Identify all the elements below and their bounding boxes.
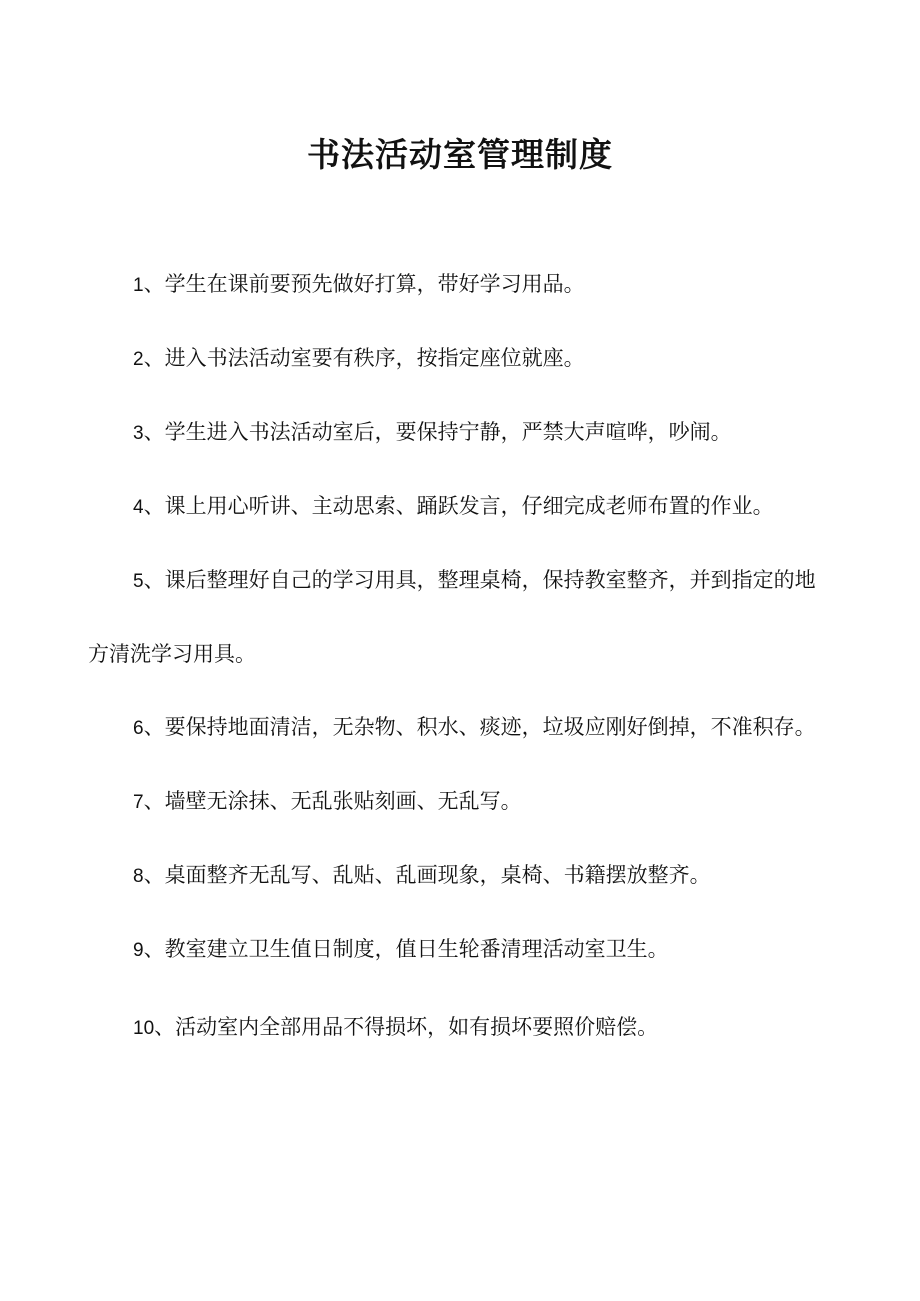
rule-number: 5 xyxy=(133,571,144,592)
rule-number: 6 xyxy=(133,718,144,739)
rule-text: 要保持地面清洁，无杂物、积水、痰迹，垃圾应刚好倒掉，不准积存。 xyxy=(164,715,816,739)
rule-item-5 xyxy=(88,544,834,691)
rule-separator: 、 xyxy=(143,937,165,961)
rule-separator: 、 xyxy=(143,420,165,444)
rule-separator: 、 xyxy=(143,494,165,518)
rule-text: 桌面整齐无乱写、乱贴、乱画现象，桌椅、书籍摆放整齐。 xyxy=(164,863,711,887)
rule-separator: 、 xyxy=(154,1015,176,1039)
rule-number: 7 xyxy=(133,792,144,813)
rule-item-6 xyxy=(88,691,834,765)
rule-item-3 xyxy=(88,396,834,470)
rule-number: 8 xyxy=(133,866,144,887)
rule-text: 学生在课前要预先做好打算，带好学习用品。 xyxy=(164,272,585,296)
rule-item-8 xyxy=(88,839,834,913)
rules-list xyxy=(88,248,834,1065)
rule-text: 墙壁无涂抹、无乱张贴刻画、无乱写。 xyxy=(164,789,522,813)
rule-text: 学生进入书法活动室后，要保持宁静，严禁大声喧哗，吵闹。 xyxy=(164,420,732,444)
rule-item-7 xyxy=(88,765,834,839)
rule-number: 3 xyxy=(133,423,144,444)
rule-text: 进入书法活动室要有秩序，按指定座位就座。 xyxy=(164,346,585,370)
rule-item-1 xyxy=(88,248,834,322)
rule-item-4 xyxy=(88,470,834,544)
rule-item-10 xyxy=(88,991,834,1065)
rule-text: 课上用心听讲、主动思索、踊跃发言，仔细完成老师布置的作业。 xyxy=(164,494,774,518)
rule-separator: 、 xyxy=(143,272,165,296)
rule-item-2 xyxy=(88,322,834,396)
rule-item-9 xyxy=(88,913,834,987)
rule-separator: 、 xyxy=(143,863,165,887)
rule-separator: 、 xyxy=(143,568,165,592)
rule-number: 2 xyxy=(133,349,144,370)
rule-separator: 、 xyxy=(143,346,165,370)
rule-separator: 、 xyxy=(143,789,165,813)
rule-text: 教室建立卫生值日制度，值日生轮番清理活动室卫生。 xyxy=(164,937,669,961)
rule-separator: 、 xyxy=(143,715,165,739)
rule-text: 课后整理好自己的学习用具，整理桌椅，保持教室整齐，并到指定的地方清洗学习用具。 xyxy=(88,568,816,666)
rule-number: 9 xyxy=(133,940,144,961)
document-title: 书法活动室管理制度 xyxy=(307,135,613,175)
rule-number: 10 xyxy=(133,1018,155,1039)
rule-number: 4 xyxy=(133,497,144,518)
rule-text: 活动室内全部用品不得损坏，如有损坏要照价赔偿。 xyxy=(175,1015,659,1039)
rule-number: 1 xyxy=(133,275,144,296)
